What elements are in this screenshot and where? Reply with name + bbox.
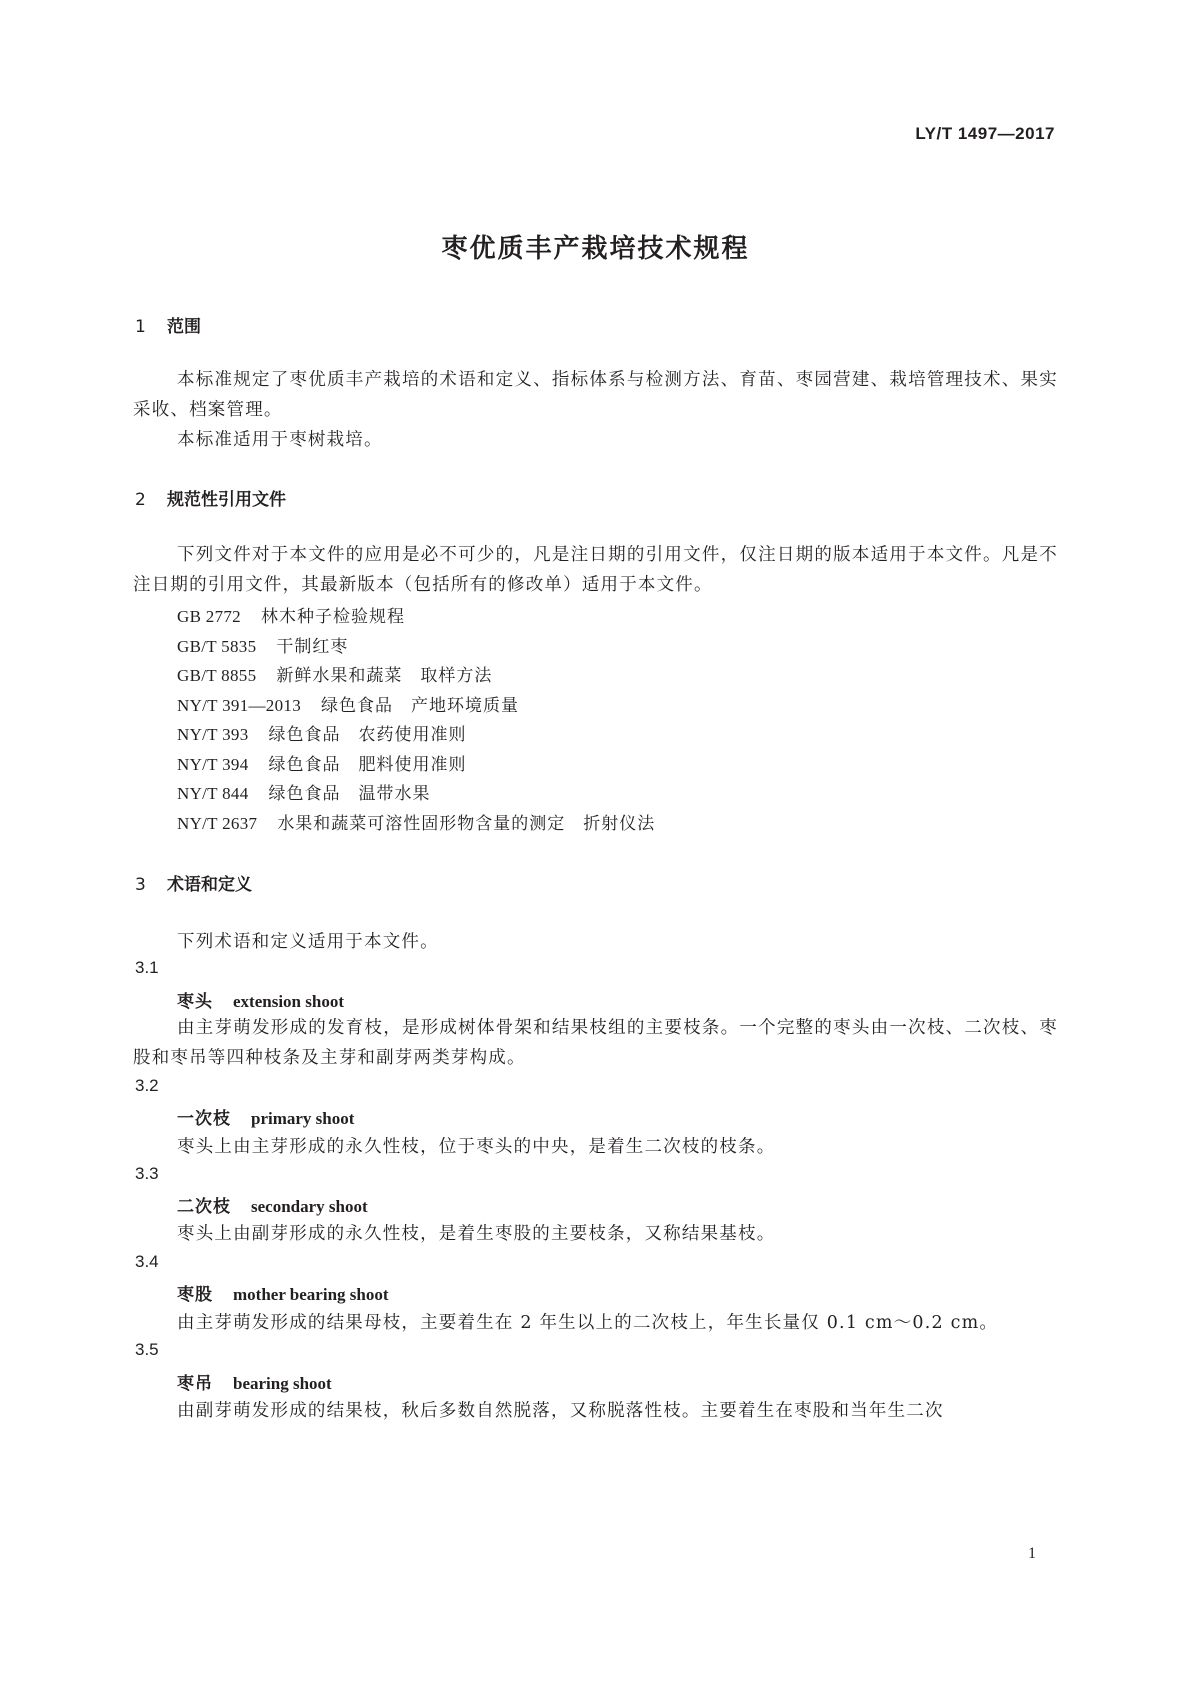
term-heading [177, 1369, 332, 1394]
paragraph: 本标准规定了枣优质丰产栽培的术语和定义、指标体系与检测方法、育苗、枣园营建、栽培管理技术、果实采收、档案管理。 [133, 370, 1058, 420]
reference-item [177, 750, 467, 775]
reference-code: GB 2772 [177, 607, 241, 626]
reference-title: 绿色食品 温带水果 [268, 784, 431, 804]
reference-code: NY/T 394 [177, 755, 249, 774]
section-1-heading [135, 312, 201, 337]
term-chinese: 枣吊 [177, 1374, 213, 1394]
term-chinese: 一次枝 [177, 1109, 231, 1129]
term-english: mother bearing shoot [233, 1285, 389, 1304]
page-number: 1 [1028, 1545, 1036, 1562]
paragraph: 本标准适用于枣树栽培。 [177, 430, 383, 450]
reference-title: 林木种子检验规程 [260, 607, 405, 627]
reference-code: NY/T 393 [177, 725, 249, 744]
term-definition: 枣头上由副芽形成的永久性枝，是着生枣股的主要枝条，又称结果基枝。 [177, 1224, 776, 1244]
term-number: 3.1 [135, 958, 159, 977]
paragraph: 下列术语和定义适用于本文件。 [177, 932, 439, 952]
term-heading [177, 1192, 368, 1217]
term-number: 3.5 [135, 1340, 159, 1359]
term-english: primary shoot [251, 1109, 355, 1128]
term-definition: 由副芽萌发形成的结果枝，秋后多数自然脱落，又称脱落性枝。主要着生在枣股和当年生二次 [177, 1401, 944, 1421]
document-title: 枣优质丰产栽培技术规程 [441, 234, 750, 264]
reference-item [177, 691, 519, 716]
term-definition: 由主芽萌发形成的结果母枝，主要着生在 2 年生以上的二次枝上，年生长量仅 0.1 cm～0.2 cm。 [177, 1313, 999, 1333]
term-definition: 枣头上由主芽形成的永久性枝，位于枣头的中央，是着生二次枝的枝条。 [177, 1137, 776, 1157]
term-chinese: 枣头 [177, 992, 213, 1012]
standard-number: LY/T 1497—2017 [915, 124, 1055, 143]
paragraph: 下列文件对于本文件的应用是必不可少的，凡是注日期的引用文件，仅注日期的版本适用于本文件。凡是不注日期的引用文件，其最新版本（包括所有的修改单）适用于本文件。 [133, 545, 1058, 595]
section-number: 3 [135, 875, 146, 895]
reference-code: NY/T 844 [177, 784, 249, 803]
term-chinese: 枣股 [177, 1285, 213, 1305]
section-3-heading [135, 870, 252, 895]
reference-title: 绿色食品 肥料使用准则 [268, 755, 467, 775]
reference-item [177, 779, 431, 804]
reference-code: GB/T 5835 [177, 637, 257, 656]
reference-item [177, 720, 467, 745]
section-title: 规范性引用文件 [167, 490, 286, 510]
term-english: bearing shoot [233, 1374, 332, 1393]
term-number: 3.2 [135, 1076, 159, 1095]
reference-item [177, 661, 492, 686]
term-english: secondary shoot [251, 1197, 368, 1216]
reference-title: 新鲜水果和蔬菜 取样方法 [276, 666, 493, 686]
term-definition: 由主芽萌发形成的发育枝，是形成树体骨架和结果枝组的主要枝条。一个完整的枣头由一次枝、二次枝、枣股和枣吊等四种枝条及主芽和副芽两类芽构成。 [133, 1018, 1058, 1068]
reference-item [177, 809, 655, 834]
term-number: 3.4 [135, 1252, 159, 1271]
reference-code: GB/T 8855 [177, 666, 257, 685]
section-number: 1 [135, 317, 146, 337]
reference-title: 水果和蔬菜可溶性固形物含量的测定 折射仪法 [277, 814, 656, 834]
term-chinese: 二次枝 [177, 1197, 231, 1217]
term-heading [177, 987, 344, 1012]
section-2-heading [135, 485, 286, 510]
reference-code: NY/T 391—2013 [177, 696, 302, 715]
section-number: 2 [135, 490, 146, 510]
section-title: 术语和定义 [167, 875, 252, 895]
reference-title: 干制红枣 [276, 637, 349, 657]
term-number: 3.3 [135, 1164, 159, 1183]
reference-item [177, 602, 405, 627]
term-heading [177, 1104, 354, 1129]
reference-item [177, 632, 348, 657]
term-heading [177, 1280, 389, 1305]
reference-code: NY/T 2637 [177, 814, 258, 833]
term-english: extension shoot [233, 992, 344, 1011]
reference-title: 绿色食品 农药使用准则 [268, 725, 467, 745]
section-title: 范围 [167, 317, 201, 337]
reference-title: 绿色食品 产地环境质量 [321, 696, 520, 716]
